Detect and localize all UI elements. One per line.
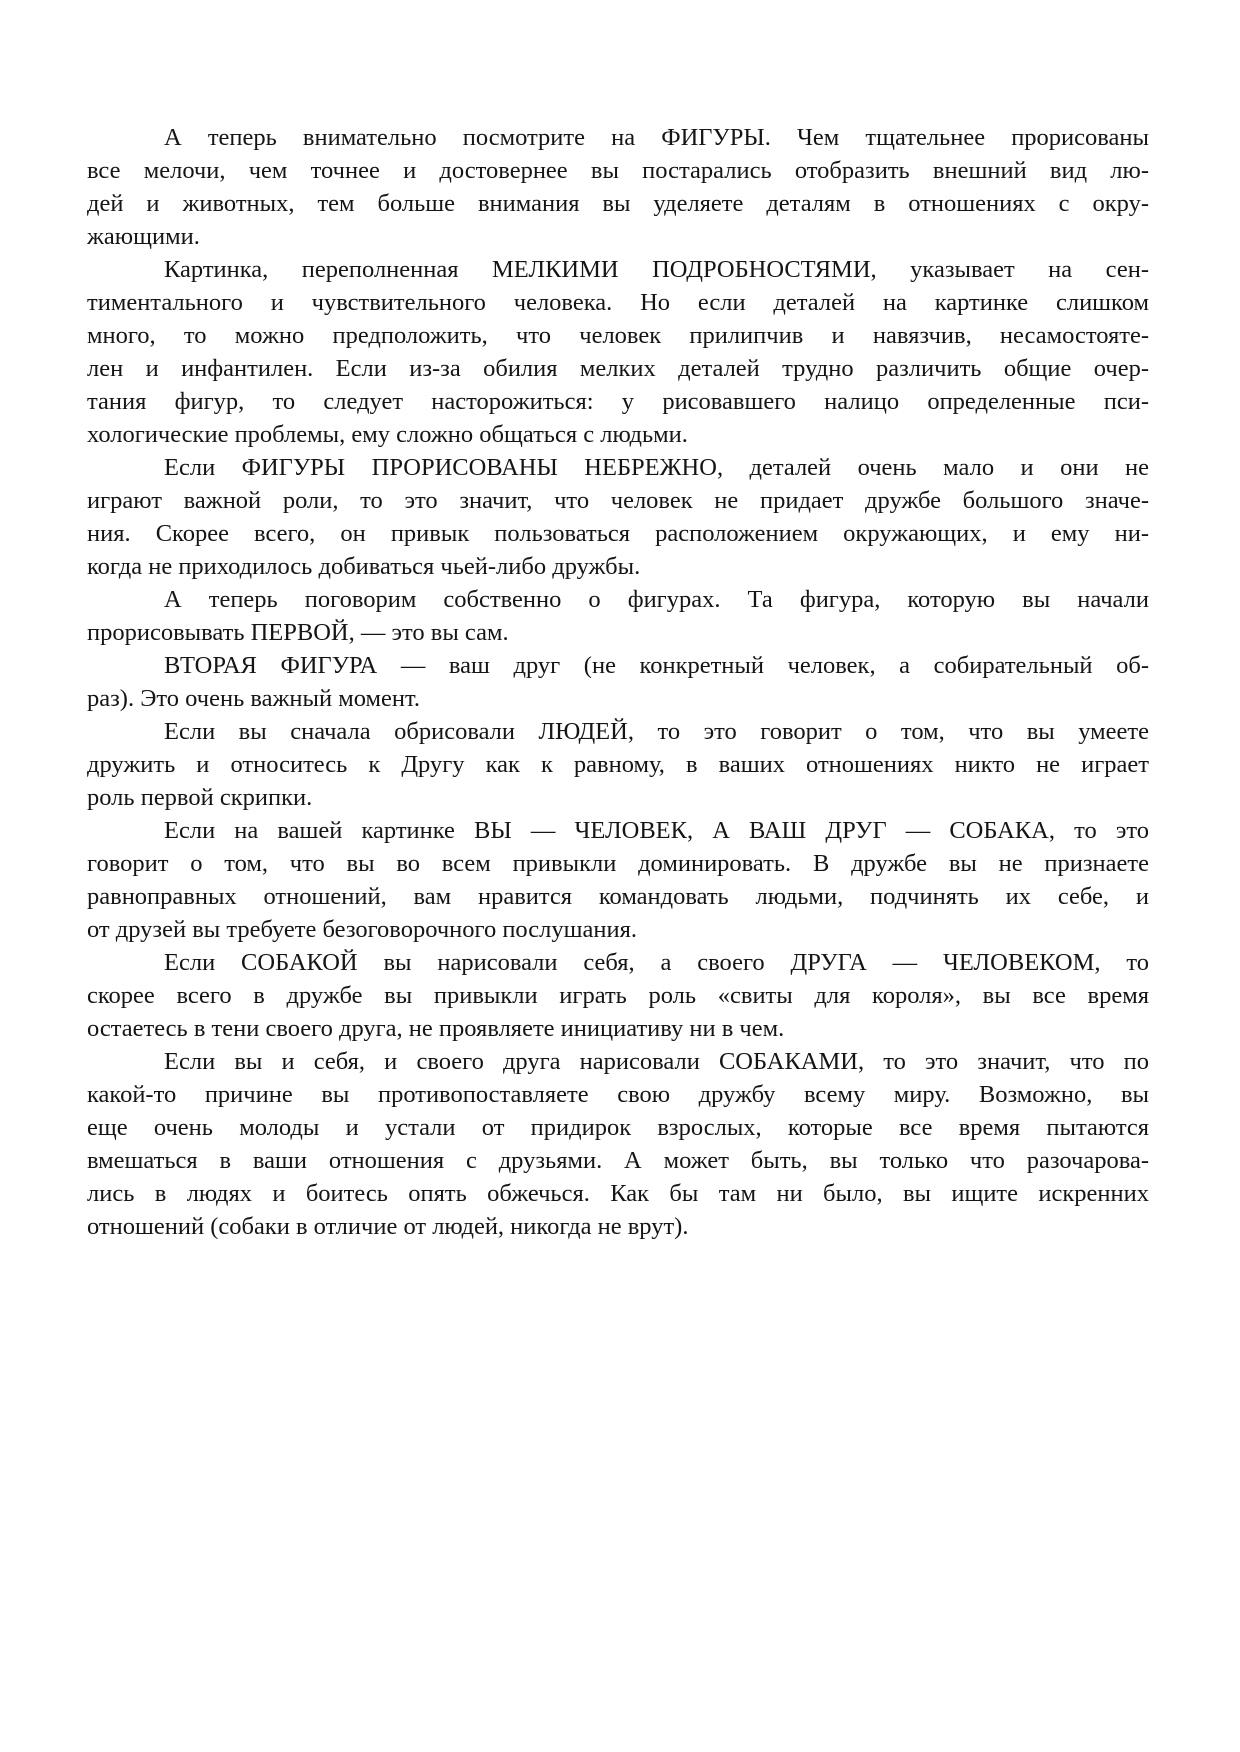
text-line: какой-то причине вы противопоставляете свою дружбу всему миру. Возможно, вы bbox=[87, 1081, 1149, 1108]
text-line: отношений (собаки в отличие от людей, никогда не врут). bbox=[87, 1213, 689, 1240]
text-line: остаетесь в тени своего друга, не проявляете инициативу ни в чем. bbox=[87, 1015, 785, 1042]
text-line: А теперь поговорим собственно о фигурах. Та фигура, которую вы начали bbox=[164, 586, 1149, 613]
paragraph-second-figure bbox=[87, 649, 1149, 715]
text-line: лен и инфантилен. Если из-за обилия мелких деталей трудно различить общие очер- bbox=[87, 355, 1149, 382]
text-line: Если СОБАКОЙ вы нарисовали себя, а своего ДРУГА — ЧЕЛОВЕКОМ, то bbox=[164, 949, 1149, 976]
paragraph-careless-figures bbox=[87, 451, 1149, 583]
text-line: скорее всего в дружбе вы привыкли играть роль «свиты для короля», вы все время bbox=[87, 982, 1149, 1009]
text-line: от друзей вы требуете безоговорочного послушания. bbox=[87, 916, 637, 943]
paragraph-first-figure bbox=[87, 583, 1149, 649]
paragraph-you-dog-friend-human bbox=[87, 946, 1149, 1045]
paragraph-both-dogs bbox=[87, 1045, 1149, 1243]
text-line: дей и животных, тем больше внимания вы уделяете деталям в отношениях с окру- bbox=[87, 190, 1149, 217]
text-line: ВТОРАЯ ФИГУРА — ваш друг (не конкретный человек, а собирательный об- bbox=[164, 652, 1149, 679]
text-line: тания фигур, то следует насторожиться: у рисовавшего налицо определенные пси- bbox=[87, 388, 1149, 415]
text-line: Картинка, переполненная МЕЛКИМИ ПОДРОБНОСТЯМИ, указывает на сен- bbox=[164, 256, 1149, 283]
text-line: раз). Это очень важный момент. bbox=[87, 685, 420, 712]
text-line: лись в людях и боитесь опять обжечься. Как бы там ни было, вы ищите искренних bbox=[87, 1180, 1149, 1207]
text-line: Если ФИГУРЫ ПРОРИСОВАНЫ НЕБРЕЖНО, деталей очень мало и они не bbox=[164, 454, 1149, 481]
text-line: Если вы и себя, и своего друга нарисовали СОБАКАМИ, то это значит, что по bbox=[164, 1048, 1149, 1075]
text-line: равноправных отношений, вам нравится командовать людьми, подчинять их себе, и bbox=[87, 883, 1149, 910]
text-line: ния. Скорее всего, он привык пользоваться расположением окружающих, и ему ни- bbox=[87, 520, 1149, 547]
paragraph-figures-intro bbox=[87, 121, 1149, 253]
text-line: Если на вашей картинке ВЫ — ЧЕЛОВЕК, А ВАШ ДРУГ — СОБАКА, то это bbox=[164, 817, 1149, 844]
paragraph-people-first bbox=[87, 715, 1149, 814]
text-line: говорит о том, что вы во всем привыкли доминировать. В дружбе вы не признаете bbox=[87, 850, 1149, 877]
text-line: вмешаться в ваши отношения с друзьями. А может быть, вы только что разочарова- bbox=[87, 1147, 1149, 1174]
text-line: прорисовывать ПЕРВОЙ, — это вы сам. bbox=[87, 619, 509, 646]
text-line: А теперь внимательно посмотрите на ФИГУРЫ. Чем тщательнее прорисованы bbox=[164, 124, 1149, 151]
text-line: жающими. bbox=[87, 223, 200, 250]
paragraph-you-human-friend-dog bbox=[87, 814, 1149, 946]
text-line: дружить и относитесь к Другу как к равному, в ваших отношениях никто не играет bbox=[87, 751, 1149, 778]
text-line: все мелочи, чем точнее и достовернее вы постарались отобразить внешний вид лю- bbox=[87, 157, 1149, 184]
text-line: много, то можно предположить, что человек прилипчив и навязчив, несамостояте- bbox=[87, 322, 1149, 349]
text-line: роль первой скрипки. bbox=[87, 784, 313, 811]
text-line: хологические проблемы, ему сложно общаться с людьми. bbox=[87, 421, 688, 448]
text-line: Если вы сначала обрисовали ЛЮДЕЙ, то это говорит о том, что вы умеете bbox=[164, 718, 1149, 745]
document-page bbox=[87, 121, 1149, 1243]
text-line: тиментального и чувствительного человека. Но если деталей на картинке слишком bbox=[87, 289, 1149, 316]
text-line: еще очень молоды и устали от придирок взрослых, которые все время пытаются bbox=[87, 1114, 1149, 1141]
text-line: когда не приходилось добиваться чьей-либо дружбы. bbox=[87, 553, 641, 580]
text-line: играют важной роли, то это значит, что человек не придает дружбе большого значе- bbox=[87, 487, 1149, 514]
paragraph-small-details bbox=[87, 253, 1149, 451]
